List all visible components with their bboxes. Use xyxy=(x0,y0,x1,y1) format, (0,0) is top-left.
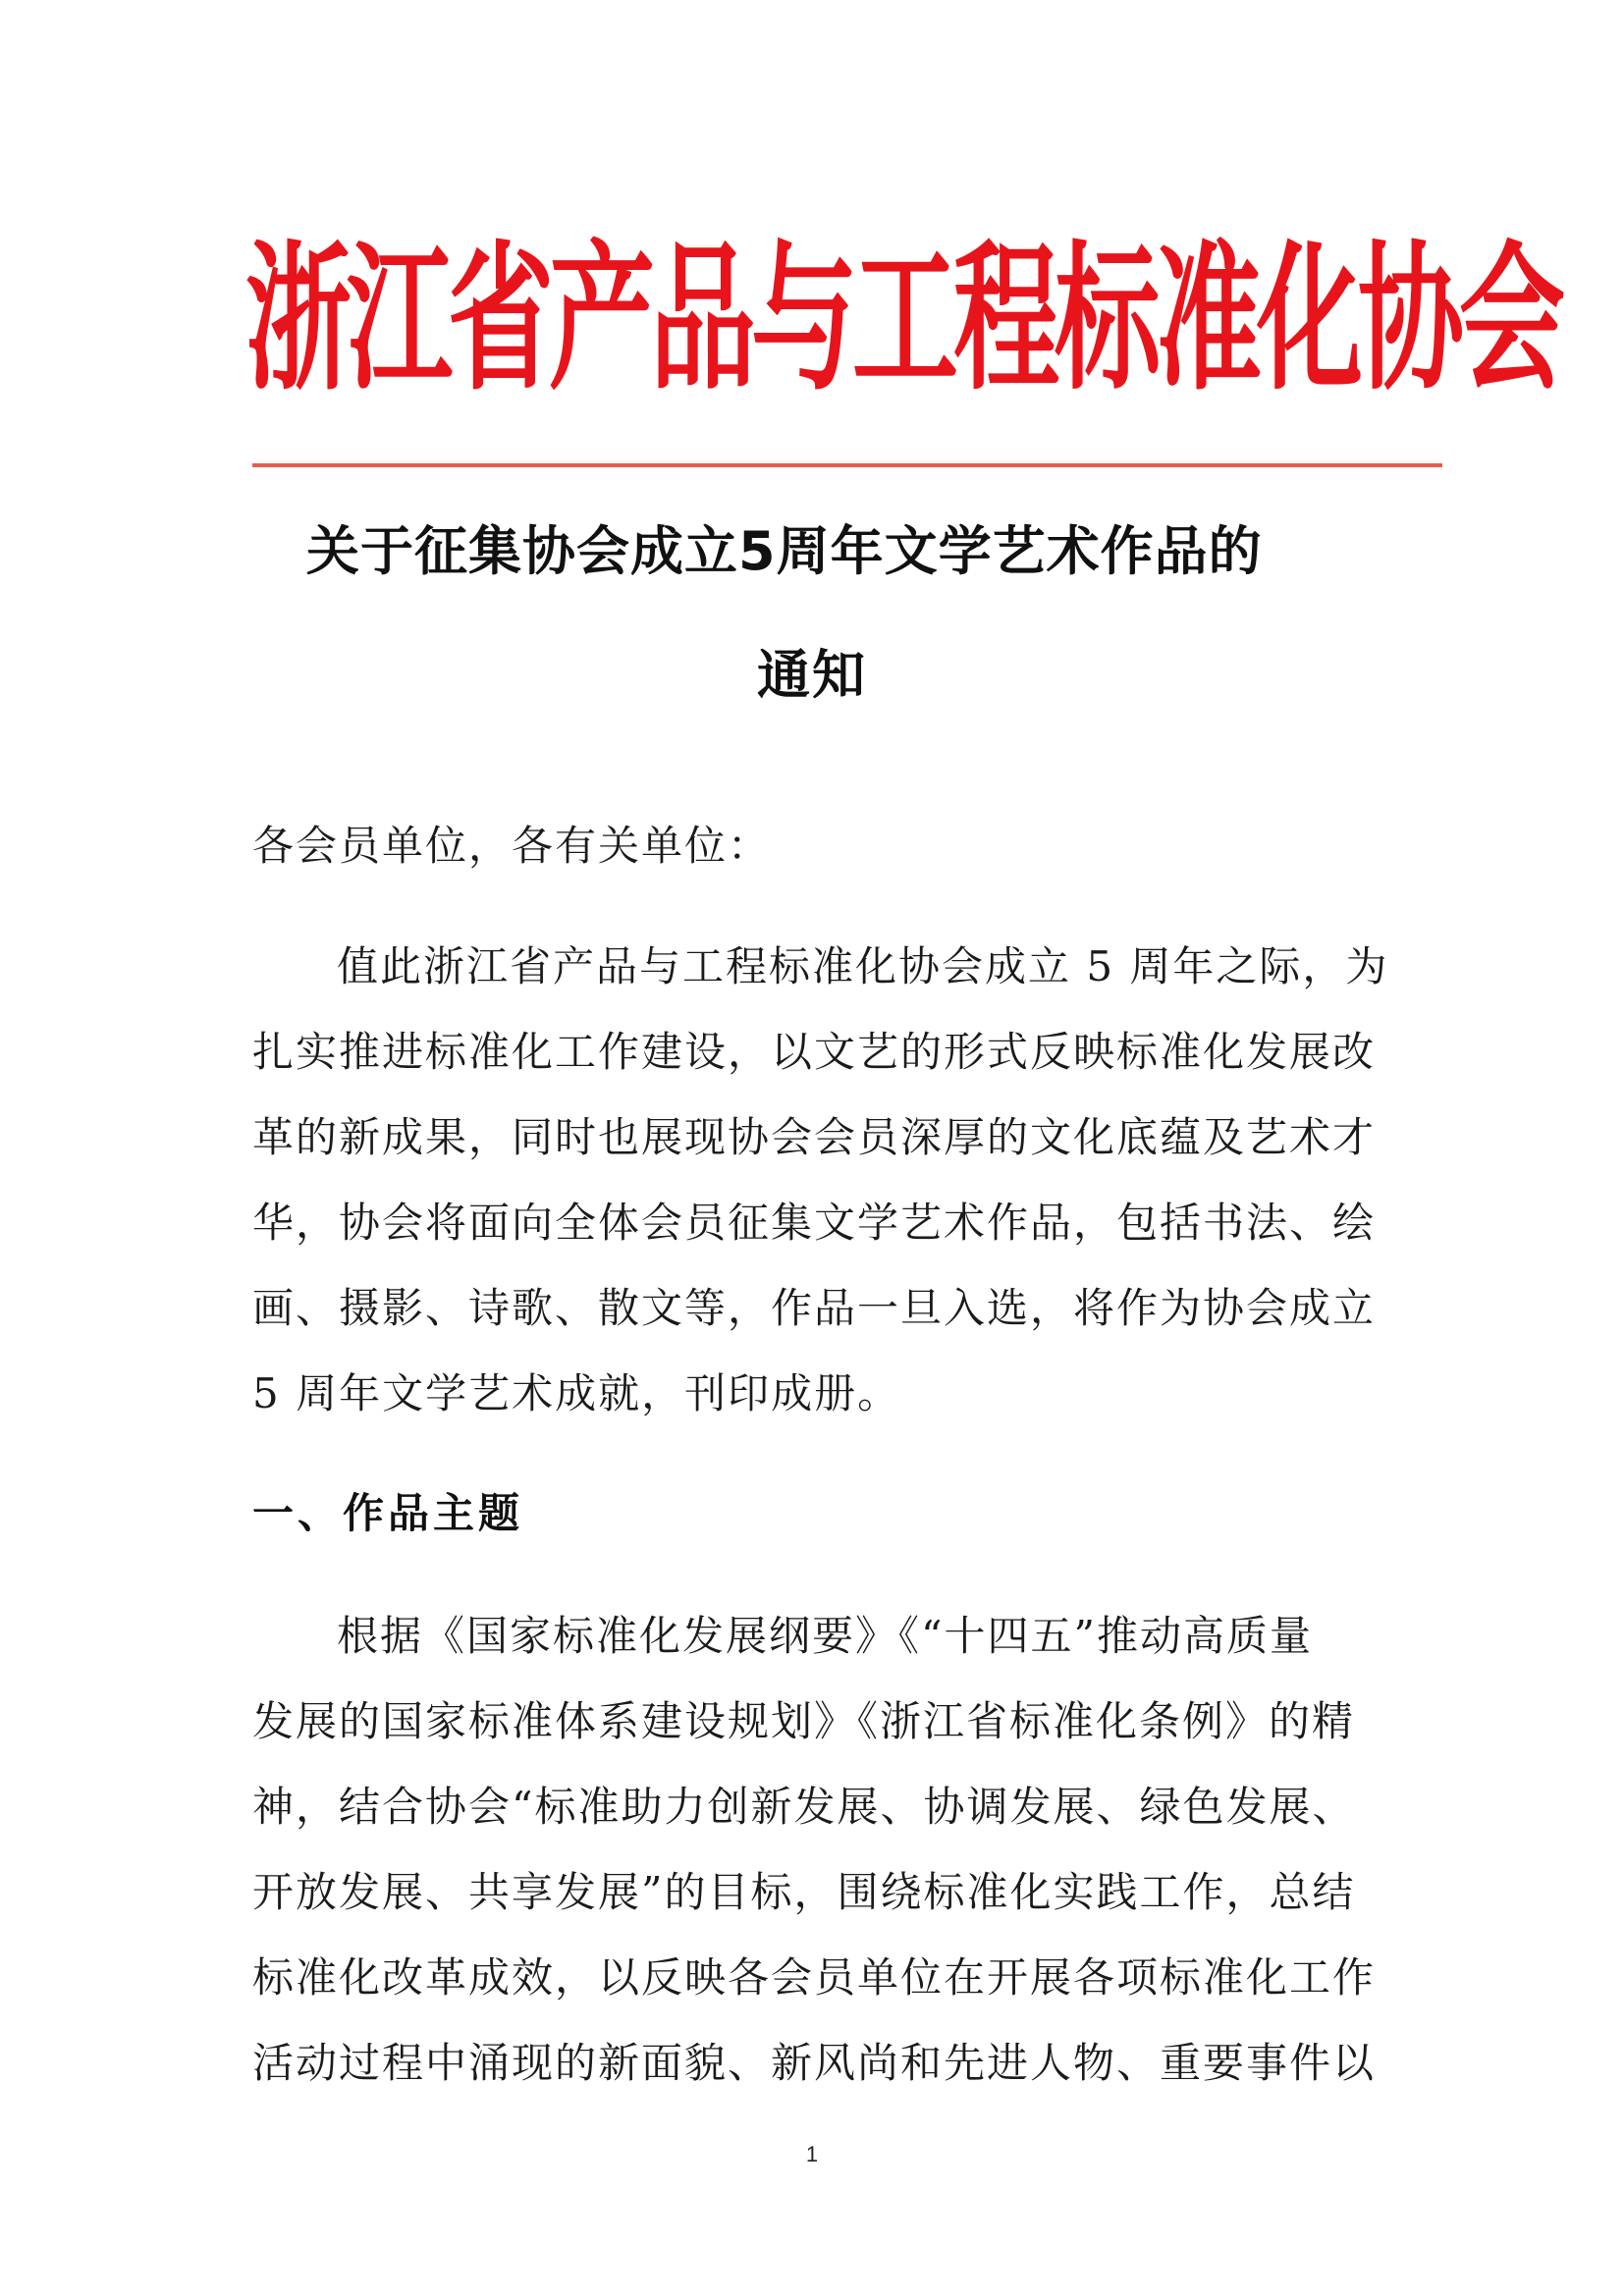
organization-header: 浙江省产品与工程标准化协会 xyxy=(245,228,1561,412)
document-title-line-1: 关于征集协会成立5周年文学艺术作品的 xyxy=(306,520,1263,582)
intro-line: 值此浙江省产品与工程标准化协会成立 5 周年之际，为 xyxy=(337,942,1389,990)
intro-line: 画、摄影、诗歌、散文等，作品一旦入选，将作为协会成立 xyxy=(252,1284,1377,1332)
section-line: 活动过程中涌现的新面貌、新风尚和先进人物、重要事件以 xyxy=(252,2039,1377,2087)
header-divider xyxy=(252,463,1442,467)
section-line: 根据《国家标准化发展纲要》《“十四五”推动高质量 xyxy=(337,1612,1313,1660)
document-title-line-2: 通知 xyxy=(757,644,867,706)
section-line: 发展的国家标准体系建设规划》《浙江省标准化条例》的精 xyxy=(252,1697,1356,1745)
section-line: 开放发展、共享发展”的目标，围绕标准化实践工作，总结 xyxy=(252,1868,1356,1916)
page-number: 1 xyxy=(805,2142,819,2166)
intro-line: 扎实推进标准化工作建设，以文艺的形式反映标准化发展改 xyxy=(252,1028,1377,1076)
section-line: 标准化改革成效，以反映各会员单位在开展各项标准化工作 xyxy=(252,1953,1377,2002)
intro-line: 5 周年文学艺术成就，刊印成册。 xyxy=(252,1369,901,1417)
intro-line: 华，协会将面向全体会员征集文学艺术作品，包括书法、绘 xyxy=(252,1199,1377,1247)
section-line: 神，结合协会“标准助力创新发展、协调发展、绿色发展、 xyxy=(252,1783,1356,1831)
intro-line: 革的新成果，同时也展现协会会员深厚的文化底蕴及艺术才 xyxy=(252,1113,1377,1161)
salutation: 各会员单位，各有关单位： xyxy=(252,822,772,870)
section-heading-work-theme: 一、作品主题 xyxy=(252,1489,524,1537)
